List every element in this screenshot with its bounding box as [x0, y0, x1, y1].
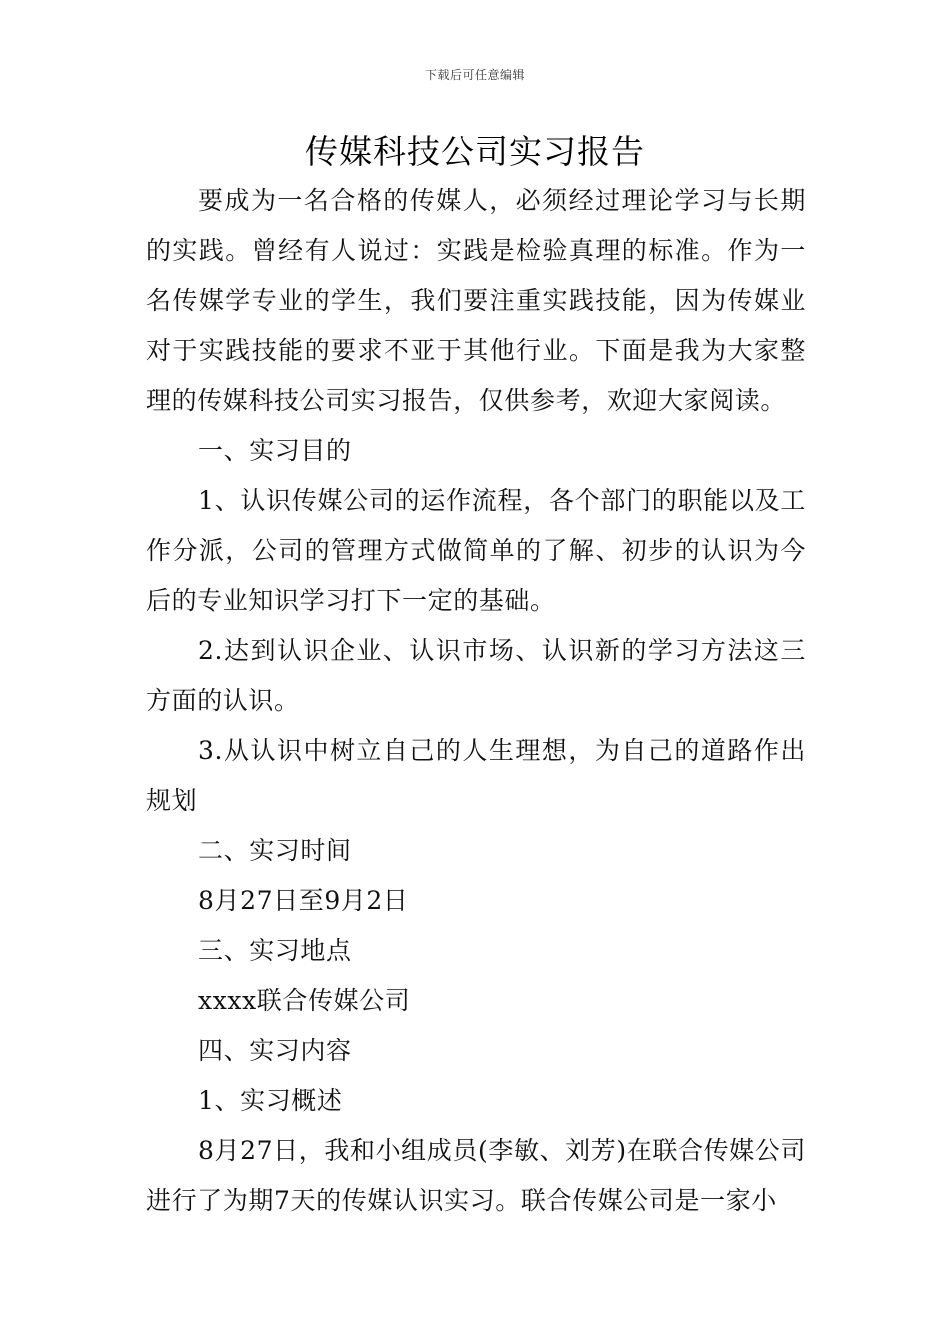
- purpose-item-3: 3.从认识中树立自己的人生理想，为自己的道路作出规划: [146, 736, 806, 815]
- section-heading-location: 三、实习地点: [198, 936, 352, 965]
- header-note: 下载后可任意编辑: [424, 68, 525, 82]
- document-title: 传媒科技公司实习报告: [305, 132, 645, 171]
- purpose-item-2: 2.达到认识企业、认识市场、认识新的学习方法这三方面的认识。: [146, 636, 806, 715]
- overview-paragraph: 8月27日，我和小组成员(李敏、刘芳)在联合传媒公司进行了为期7天的传媒认识实习。联合传媒公司是一家小: [146, 1136, 806, 1215]
- intro-paragraph: 要成为一名合格的传媒人，必须经过理论学习与长期的实践。曾经有人说过：实践是检验真理的标准。作为一名传媒学专业的学生，我们要注重实践技能，因为传媒业对于实践技能的要求不亚于其他行业。下面是我为大家整理的传媒科技公司实习报告，仅供参考，欢迎大家阅读。: [146, 186, 806, 415]
- document-body: [146, 176, 806, 1226]
- section-heading-content: 四、实习内容: [198, 1036, 352, 1065]
- subsection-heading-overview: 1、实习概述: [198, 1086, 343, 1115]
- section-heading-time: 二、实习时间: [198, 836, 352, 865]
- section-heading-purpose: 一、实习目的: [198, 436, 352, 465]
- internship-dates: 8月27日至9月2日: [198, 886, 409, 915]
- internship-location: xxxx联合传媒公司: [198, 986, 411, 1015]
- purpose-item-1: 1、认识传媒公司的运作流程，各个部门的职能以及工作分派，公司的管理方式做简单的了解、初步的认识为今后的专业知识学习打下一定的基础。: [146, 486, 806, 615]
